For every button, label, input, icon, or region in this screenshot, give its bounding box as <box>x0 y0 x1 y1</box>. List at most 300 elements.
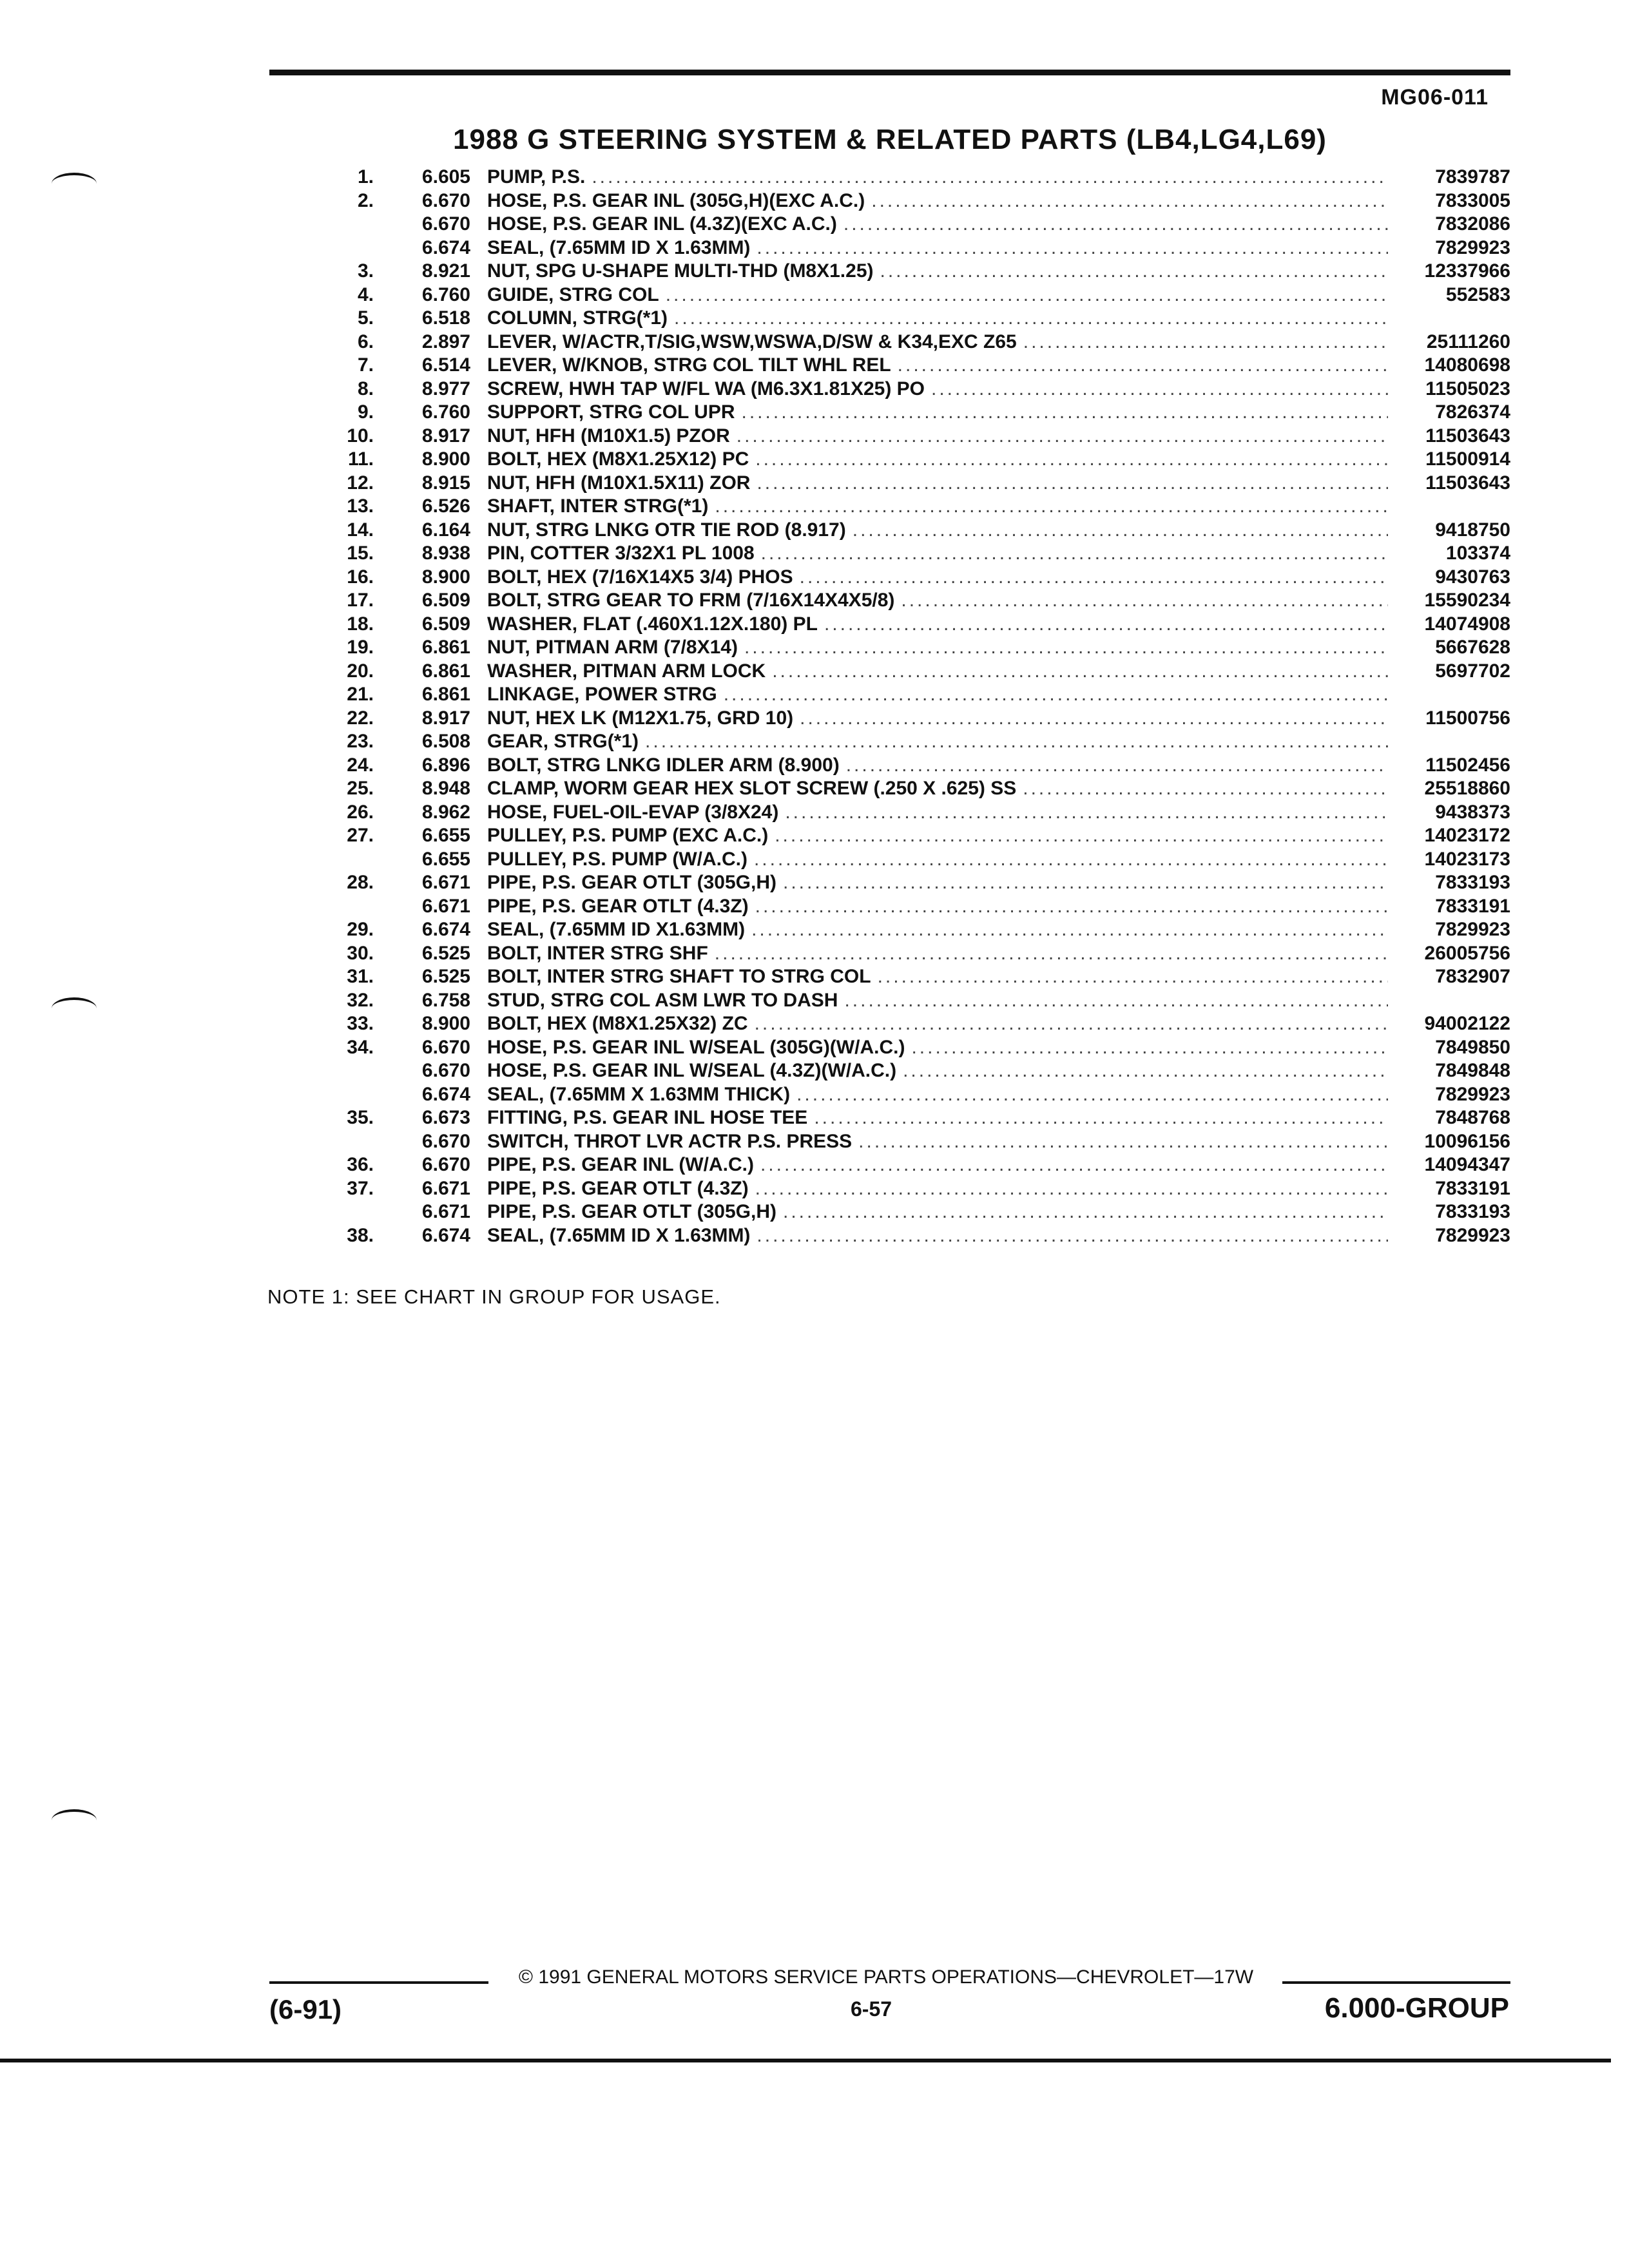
item-number: 3. <box>357 260 374 282</box>
group-number: 8.900 <box>421 566 470 588</box>
group-number: 8.948 <box>421 778 470 799</box>
part-name: SWITCH <box>487 1130 564 1152</box>
group-number: 6.670 <box>421 1130 470 1152</box>
group-number: 6.670 <box>421 213 470 235</box>
leader-dots <box>737 425 1388 447</box>
part-description <box>487 1225 750 1247</box>
part-number: 25518860 <box>1424 778 1510 799</box>
item-number: 14. <box>347 519 374 541</box>
table-row <box>303 590 1510 613</box>
leader-dots <box>744 637 1388 658</box>
part-description <box>487 684 717 706</box>
item-number: 31. <box>347 966 374 987</box>
table-row <box>303 1201 1510 1225</box>
table-row <box>303 684 1510 707</box>
leader-dots <box>772 660 1388 682</box>
item-number: 21. <box>347 684 374 705</box>
part-name: HOSE <box>487 189 543 211</box>
part-detail: , HFH (M10X1.5) PZOR <box>525 425 730 447</box>
part-detail: , STRG LNKG IDLER ARM (8.900) <box>536 754 840 776</box>
group-number: 6.758 <box>421 989 470 1011</box>
leader-dots <box>878 966 1388 988</box>
item-number: 7. <box>357 354 374 376</box>
part-name: HOSE <box>487 1036 543 1058</box>
part-detail: , WORM GEAR HEX SLOT SCREW (.250 X .625) SS <box>553 778 1017 799</box>
table-row <box>303 331 1510 355</box>
leader-dots <box>901 590 1388 611</box>
part-description <box>487 331 1017 353</box>
leader-dots <box>775 825 1388 847</box>
part-number: 14094347 <box>1424 1154 1510 1175</box>
part-number: 7833005 <box>1435 189 1510 211</box>
part-description <box>487 566 793 588</box>
group-number: 6.674 <box>421 236 470 258</box>
leader-dots <box>760 1154 1388 1176</box>
part-description <box>487 943 708 965</box>
part-name: NUT <box>487 637 525 658</box>
part-description <box>487 495 708 517</box>
part-name: BOLT <box>487 1013 537 1034</box>
part-description <box>487 990 838 1012</box>
part-number: 9430763 <box>1435 566 1510 588</box>
part-description <box>487 237 750 259</box>
table-row <box>303 307 1510 331</box>
part-name: PULLEY <box>487 848 562 870</box>
table-row <box>303 990 1510 1014</box>
part-number: 11503643 <box>1425 472 1510 494</box>
part-name: NUT <box>487 260 525 282</box>
part-number: 5667628 <box>1435 637 1510 658</box>
group-number: 6.674 <box>421 1224 470 1246</box>
part-detail: , HEX LK (M12X1.75, GRD 10) <box>525 707 794 729</box>
leader-dots <box>846 754 1388 776</box>
table-row <box>303 213 1510 237</box>
group-number: 6.760 <box>421 284 470 305</box>
part-description <box>487 1013 748 1035</box>
leader-dots <box>757 237 1388 259</box>
usage-note: NOTE 1: SEE CHART IN GROUP FOR USAGE. <box>267 1285 721 1308</box>
part-description <box>487 1084 790 1106</box>
part-name: CLAMP <box>487 778 554 799</box>
table-row <box>303 1154 1510 1178</box>
leader-dots <box>724 684 1388 706</box>
table-row <box>303 495 1510 519</box>
leader-dots <box>800 566 1388 588</box>
part-number: 11505023 <box>1425 378 1510 399</box>
part-name: SEAL <box>487 236 539 258</box>
leader-dots <box>645 731 1388 753</box>
item-number: 20. <box>347 660 374 682</box>
page-number: 6-57 <box>851 1997 892 2021</box>
table-row <box>303 1178 1510 1202</box>
table-row <box>303 896 1510 919</box>
group-number: 8.917 <box>421 425 470 447</box>
leader-dots <box>715 495 1388 517</box>
part-number: 7849848 <box>1435 1060 1510 1081</box>
item-number: 37. <box>347 1177 374 1199</box>
part-detail: , HEX (M8X1.25X32) ZC <box>536 1013 748 1034</box>
part-name: PIPE <box>487 872 532 893</box>
part-name: BOLT <box>487 966 537 987</box>
part-description <box>487 825 768 847</box>
part-number: 7826374 <box>1435 401 1510 423</box>
item-number: 5. <box>357 307 374 329</box>
part-name: WASHER <box>487 613 572 635</box>
item-number: 28. <box>347 872 374 893</box>
part-detail: , STRG COL UPR <box>578 401 735 423</box>
part-detail: , PITMAN ARM (7/8X14) <box>525 637 738 658</box>
part-detail: , STRG(*1) <box>543 731 639 752</box>
leader-dots <box>844 990 1388 1012</box>
part-name: BOLT <box>487 448 537 470</box>
part-number: 11500914 <box>1425 448 1510 470</box>
part-description <box>487 896 749 918</box>
part-name: PIPE <box>487 1201 532 1222</box>
item-number: 27. <box>347 825 374 846</box>
leader-dots <box>1023 331 1388 353</box>
table-row <box>303 1060 1510 1084</box>
part-name: NUT <box>487 519 525 541</box>
part-detail: , HEX (M8X1.25X12) PC <box>536 448 749 470</box>
part-number: 7829923 <box>1435 919 1510 940</box>
leader-dots <box>755 896 1388 918</box>
part-number: 11502456 <box>1425 754 1510 776</box>
part-name: NUT <box>487 707 525 729</box>
part-name: BOLT <box>487 590 537 611</box>
leader-dots <box>592 166 1388 188</box>
table-row <box>303 1131 1510 1155</box>
part-number: 7848768 <box>1435 1107 1510 1128</box>
top-rule <box>269 70 1510 75</box>
item-number: 30. <box>347 942 374 964</box>
part-number: 7829923 <box>1435 1083 1510 1105</box>
group-number: 6.861 <box>421 637 470 658</box>
group-number: 6.671 <box>421 1201 470 1222</box>
part-number: 7839787 <box>1435 166 1510 187</box>
table-row <box>303 543 1510 566</box>
part-detail: , P.S. GEAR OTLT (4.3Z) <box>531 895 749 917</box>
table-row <box>303 260 1510 284</box>
table-row <box>303 849 1510 872</box>
part-number: 9438373 <box>1435 801 1510 823</box>
item-number: 8. <box>357 378 374 399</box>
part-description <box>487 190 865 212</box>
item-number: 32. <box>347 989 374 1011</box>
part-number: 10096156 <box>1424 1130 1510 1152</box>
bottom-rule <box>0 2059 1611 2062</box>
part-number: 11500756 <box>1425 707 1510 729</box>
group-number: 6.673 <box>421 1107 470 1128</box>
group-number: 6.670 <box>421 1036 470 1058</box>
part-detail: , P.S. GEAR INL (W/A.C.) <box>531 1154 754 1175</box>
part-detail: , COTTER 3/32X1 PL 1008 <box>519 543 755 564</box>
part-detail: , P.S. PUMP (W/A.C.) <box>561 848 747 870</box>
part-description <box>487 354 891 376</box>
part-number: 26005756 <box>1424 942 1510 964</box>
table-row <box>303 943 1510 966</box>
part-detail: , STRG LNKG OTR TIE ROD (8.917) <box>525 519 846 541</box>
part-description <box>487 543 755 564</box>
part-name: SEAL <box>487 1083 539 1105</box>
table-row <box>303 919 1510 943</box>
part-name: NUT <box>487 425 525 447</box>
part-name: LEVER <box>487 331 552 352</box>
part-detail: , (7.65MM ID X1.63MM) <box>539 919 746 940</box>
parts-list <box>303 166 1510 1248</box>
leader-dots <box>755 448 1388 470</box>
item-number: 18. <box>347 613 374 635</box>
part-name: PULLEY <box>487 825 562 846</box>
table-row <box>303 966 1510 990</box>
part-name: PIPE <box>487 895 532 917</box>
table-row <box>303 448 1510 472</box>
item-number: 2. <box>357 189 374 211</box>
leader-dots <box>871 190 1388 212</box>
group-number: 8.962 <box>421 801 470 823</box>
part-description <box>487 849 747 870</box>
group-number: 6.509 <box>421 590 470 611</box>
item-number: 4. <box>357 284 374 305</box>
part-name: SUPPORT <box>487 401 579 423</box>
group-number: 6.655 <box>421 825 470 846</box>
leader-dots <box>824 613 1388 635</box>
part-detail: , STRG COL ASM LWR TO DASH <box>539 989 838 1011</box>
part-name: PIN <box>487 543 520 564</box>
leader-dots <box>898 354 1388 376</box>
table-row <box>303 1107 1510 1131</box>
group-number: 6.861 <box>421 660 470 682</box>
part-number: 14080698 <box>1424 354 1510 376</box>
table-row <box>303 802 1510 825</box>
table-row <box>303 1037 1510 1061</box>
group-number: 6.760 <box>421 401 470 423</box>
part-detail: , STRG(*1) <box>572 307 668 329</box>
part-description <box>487 590 894 611</box>
part-description <box>487 284 659 306</box>
table-row <box>303 825 1510 849</box>
part-detail: , P.S. GEAR INL W/SEAL (4.3Z)(W/A.C.) <box>542 1060 897 1081</box>
part-detail: , INTER STRG(*1) <box>549 495 709 517</box>
group-number: 8.921 <box>421 260 470 282</box>
part-description <box>487 966 871 988</box>
leader-dots <box>715 943 1388 965</box>
part-number: 7832907 <box>1435 966 1510 987</box>
part-detail: , P.S. GEAR OTLT (305G,H) <box>531 1201 776 1222</box>
part-name: BOLT <box>487 754 537 776</box>
part-description <box>487 425 730 447</box>
copyright-text: © 1991 GENERAL MOTORS SERVICE PARTS OPERATIONS—CHEVROLET—17W <box>518 1966 1254 1988</box>
part-description <box>487 778 1016 800</box>
part-detail: , W/ACTR,T/SIG,WSW,WSWA,D/SW & K34,EXC Z65 <box>552 331 1017 352</box>
part-detail: , THROT LVR ACTR P.S. PRESS <box>563 1130 853 1152</box>
item-number: 38. <box>347 1224 374 1246</box>
table-row <box>303 1084 1510 1108</box>
part-number: 15590234 <box>1424 590 1510 611</box>
binder-hole-mark <box>52 1809 97 1831</box>
part-name: HOSE <box>487 801 543 823</box>
part-detail: , FUEL-OIL-EVAP (3/8X24) <box>542 801 779 823</box>
part-description <box>487 872 776 894</box>
part-number: 11503643 <box>1425 425 1510 447</box>
part-detail: , P.S. GEAR INL W/SEAL (305G)(W/A.C.) <box>542 1036 905 1058</box>
part-detail: , P.S. GEAR INL (305G,H)(EXC A.C.) <box>542 189 865 211</box>
leader-dots <box>903 1060 1388 1082</box>
leader-dots <box>666 284 1388 306</box>
group-number: 6.671 <box>421 872 470 893</box>
part-description <box>487 1154 754 1176</box>
part-number: 7829923 <box>1435 236 1510 258</box>
part-number: 7829923 <box>1435 1224 1510 1246</box>
part-detail: , P.S. GEAR OTLT (305G,H) <box>531 872 776 893</box>
item-number: 10. <box>347 425 374 447</box>
part-detail: , SPG U-SHAPE MULTI-THD (M8X1.25) <box>525 260 874 282</box>
part-detail: , POWER STRG <box>574 684 717 705</box>
table-row <box>303 378 1510 402</box>
part-detail: , PITMAN ARM LOCK <box>572 660 766 682</box>
part-description <box>487 260 874 282</box>
item-number: 33. <box>347 1013 374 1034</box>
item-number: 11. <box>347 448 374 470</box>
part-name: GUIDE <box>487 284 549 305</box>
group-number: 6.509 <box>421 613 470 635</box>
group-number: 6.896 <box>421 754 470 776</box>
part-number: 7833193 <box>1435 872 1510 893</box>
group-number: 6.525 <box>421 966 470 987</box>
part-name: SEAL <box>487 919 539 940</box>
item-number: 6. <box>357 331 374 352</box>
leader-dots <box>931 378 1388 400</box>
group-number: 6.655 <box>421 848 470 870</box>
part-description <box>487 613 818 635</box>
part-description <box>487 1060 896 1082</box>
group-number: 6.671 <box>421 1177 470 1199</box>
table-row <box>303 731 1510 754</box>
part-detail: , HFH (M10X1.5X11) ZOR <box>525 472 751 494</box>
part-detail: , (7.65MM ID X 1.63MM) <box>539 1224 751 1246</box>
part-detail: , P.S. <box>540 166 586 187</box>
document-code: MG06-011 <box>1381 85 1489 110</box>
leader-dots <box>755 1178 1388 1200</box>
part-detail: , INTER STRG SHAFT TO STRG COL <box>536 966 871 987</box>
footer-rule-right <box>1282 1981 1510 1984</box>
item-number: 34. <box>347 1036 374 1058</box>
table-row <box>303 872 1510 896</box>
item-number: 15. <box>347 543 374 564</box>
group-number: 6.525 <box>421 942 470 964</box>
item-number: 23. <box>347 731 374 752</box>
part-description <box>487 637 738 658</box>
group-number: 6.164 <box>421 519 470 541</box>
part-detail: , P.S. GEAR INL (4.3Z)(EXC A.C.) <box>542 213 837 235</box>
footer-rule-left <box>269 1981 488 1984</box>
part-description <box>487 1201 776 1223</box>
leader-dots <box>843 213 1388 235</box>
part-detail: , INTER STRG SHF <box>536 942 708 964</box>
table-row <box>303 401 1510 425</box>
table-row <box>303 566 1510 590</box>
table-row <box>303 190 1510 214</box>
table-row <box>303 613 1510 637</box>
part-description <box>487 448 749 470</box>
part-description <box>487 472 750 494</box>
item-number: 12. <box>347 472 374 494</box>
table-row <box>303 1013 1510 1037</box>
leader-dots <box>783 1201 1388 1223</box>
leader-dots <box>757 472 1388 494</box>
group-number: 6.526 <box>421 495 470 517</box>
group-number: 6.674 <box>421 919 470 940</box>
item-number: 29. <box>347 919 374 940</box>
group-number: 6.861 <box>421 684 470 705</box>
part-name: GEAR <box>487 731 543 752</box>
page-title: 1988 G STEERING SYSTEM & RELATED PARTS (LB4,LG4,L69) <box>453 124 1327 155</box>
item-number: 24. <box>347 754 374 776</box>
table-row <box>303 519 1510 543</box>
group-number: 6.518 <box>421 307 470 329</box>
part-name: SEAL <box>487 1224 539 1246</box>
part-number: 14023173 <box>1424 848 1510 870</box>
part-number: 7832086 <box>1435 213 1510 235</box>
group-number: 6.670 <box>421 1060 470 1081</box>
part-name: NUT <box>487 472 525 494</box>
leader-dots <box>814 1107 1388 1129</box>
item-number: 17. <box>347 590 374 611</box>
group-number: 6.514 <box>421 354 470 376</box>
revision-date: (6-91) <box>269 1994 342 2024</box>
part-name: BOLT <box>487 566 537 588</box>
leader-dots <box>754 849 1388 870</box>
part-number: 12337966 <box>1424 260 1510 282</box>
table-row <box>303 707 1510 731</box>
part-description <box>487 1107 807 1129</box>
part-name: LEVER <box>487 354 552 376</box>
item-number: 36. <box>347 1154 374 1175</box>
leader-dots <box>751 919 1388 941</box>
part-description <box>487 1178 749 1200</box>
part-number: 552583 <box>1445 284 1510 305</box>
part-name: BOLT <box>487 942 537 964</box>
table-row <box>303 284 1510 308</box>
item-number: 9. <box>357 401 374 423</box>
group-number: 8.900 <box>421 1013 470 1034</box>
part-description <box>487 919 745 941</box>
leader-dots <box>880 260 1388 282</box>
part-detail: , P.S. PUMP (EXC A.C.) <box>561 825 769 846</box>
group-number: 8.917 <box>421 707 470 729</box>
part-name: HOSE <box>487 1060 543 1081</box>
table-row <box>303 166 1510 190</box>
leader-dots <box>785 802 1388 823</box>
table-row <box>303 472 1510 496</box>
part-detail: , HWH TAP W/FL WA (M6.3X1.81X25) PO <box>558 378 925 399</box>
part-number: 25111260 <box>1426 331 1510 352</box>
part-number: 7833191 <box>1435 1177 1510 1199</box>
part-name: STUD <box>487 989 540 1011</box>
binder-hole-mark <box>52 997 97 1019</box>
part-name: PIPE <box>487 1177 532 1199</box>
leader-dots <box>1023 778 1388 800</box>
part-description <box>487 754 840 776</box>
part-number: 7833193 <box>1435 1201 1510 1222</box>
part-number: 5697702 <box>1435 660 1510 682</box>
table-row <box>303 637 1510 660</box>
part-number: 7833191 <box>1435 895 1510 917</box>
part-description <box>487 660 766 682</box>
item-number: 22. <box>347 707 374 729</box>
table-row <box>303 237 1510 261</box>
table-row <box>303 660 1510 684</box>
group-label: 6.000-GROUP <box>1324 1992 1509 2024</box>
